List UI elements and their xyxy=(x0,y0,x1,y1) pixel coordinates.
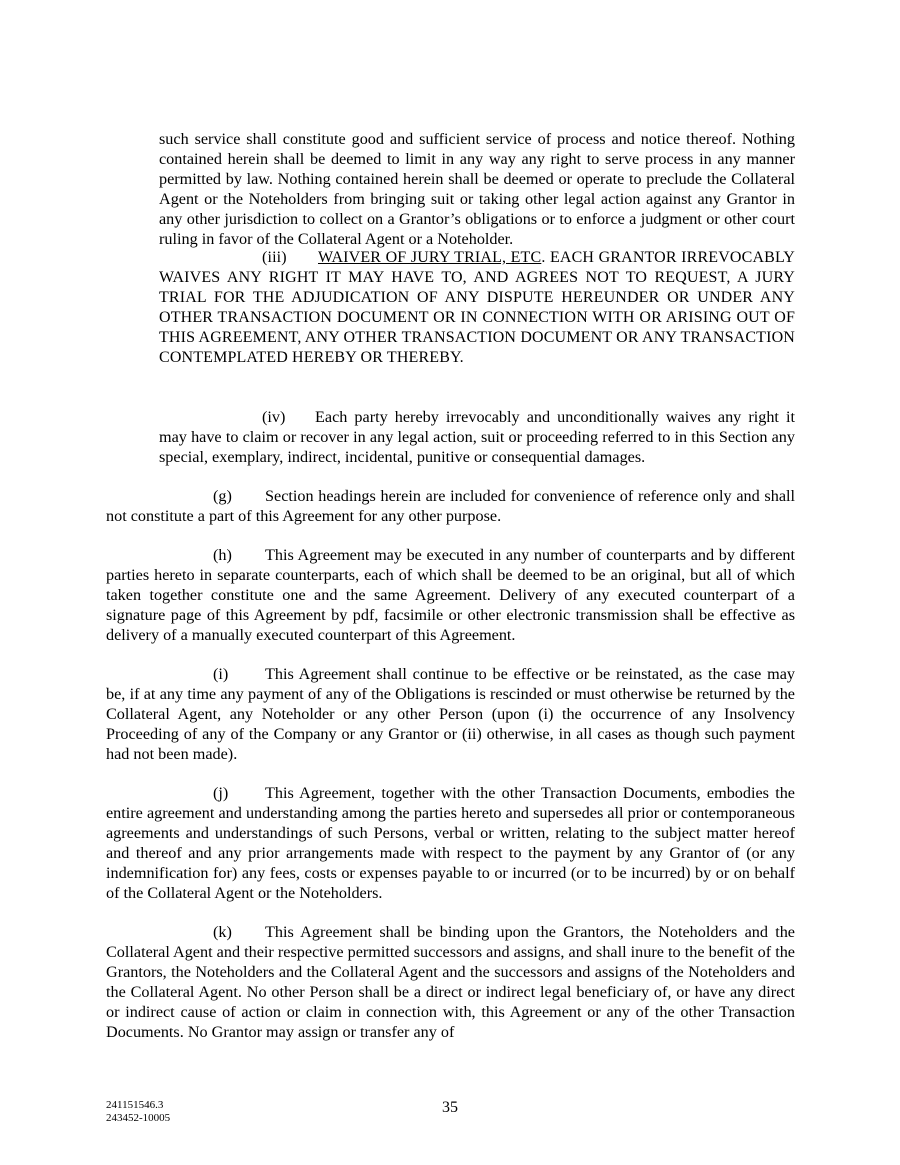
paragraph-i xyxy=(106,664,795,764)
paragraph-iii xyxy=(159,248,795,368)
paragraph-iv xyxy=(159,407,795,467)
paragraph-number: (iii) xyxy=(262,249,287,266)
matter-id: 243452-10005 xyxy=(106,1112,171,1124)
document-id: 241151546.3 xyxy=(106,1099,164,1111)
section-heading: WAIVER OF JURY TRIAL, ETC xyxy=(318,249,542,266)
paragraph-h xyxy=(106,545,795,645)
paragraph-text: This Agreement may be executed in any number of counterparts and by different parties hereto in separate counterparts, each of which shall be deemed to be an original, but all of which taken together constitute one and the same Agreement. Delivery of any executed counterpart of a signature page of this Agreement by pdf, facsimile or other electronic transmission shall be effective as delivery of a manually executed counterpart of this Agreement. xyxy=(106,546,795,644)
paragraph-number: (h) xyxy=(213,546,232,564)
paragraph-text: Section headings herein are included for convenience of reference only and shall not constitute a part of this Agreement for any other purpose. xyxy=(106,487,795,525)
paragraph-j xyxy=(106,783,795,903)
paragraph-number: (i) xyxy=(213,665,229,683)
paragraph-g xyxy=(106,486,795,526)
paragraph-k xyxy=(106,922,795,1042)
paragraph-number: (k) xyxy=(213,923,232,941)
paragraph-text: Each party hereby irrevocably and unconditionally waives any right it may have to claim or recover in any legal action, suit or proceeding referred to in this Section any special, exemplary, indirect, incidental, punitive or consequential damages. xyxy=(159,408,795,466)
paragraph-text: This Agreement shall be binding upon the Grantors, the Noteholders and the Collateral Agent and their respective permitted successors and assigns, and shall inure to the benefit of the Grantors, the Noteholders and the Collateral Agent and the successors and assigns of the Noteholders and the Collateral Agent. No other Person shall be a direct or indirect legal beneficiary of, or have any direct or indirect cause of action or claim in connection with, this Agreement or any of the other Transaction Documents. No Grantor may assign or transfer any of xyxy=(106,923,795,1041)
paragraph-text: . EACH GRANTOR IRREVOCABLY WAIVES ANY RIGHT IT MAY HAVE TO, AND AGREES NOT TO REQUEST, A JURY TRIAL FOR THE ADJUDICATION OF ANY DISPUTE HEREUNDER OR UNDER ANY OTHER TRANSACTION DOCUMENT OR IN CONNECTION WITH OR ARISING OUT OF THIS AGREEMENT, ANY OTHER TRANSACTION DOCUMENT OR ANY TRANSACTION CONTEMPLATED HEREBY OR THEREBY. xyxy=(159,249,795,366)
paragraph-text: This Agreement, together with the other Transaction Documents, embodies the entire agreement and understanding among the parties hereto and supersedes all prior or contemporaneous agreements and understandings of such Persons, verbal or written, relating to the subject matter hereof and thereof and any prior arrangements made with respect to the payment by any Grantor of (or any indemnification for) any fees, costs or expenses payable to or incurred (or to be incurred) by or on behalf of the Collateral Agent or the Noteholders. xyxy=(106,784,795,902)
page-number: 35 xyxy=(442,1099,458,1116)
paragraph-number: (g) xyxy=(213,487,232,505)
paragraph-continuation xyxy=(159,129,795,249)
paragraph-text: This Agreement shall continue to be effective or be reinstated, as the case may be, if at any time any payment of any of the Obligations is rescinded or must otherwise be returned by the Collateral Agent, any Noteholder or any other Person (upon (i) the occurrence of any Insolvency Proceeding of any of the Company or any Grantor or (ii) otherwise, in all cases as though such payment had not been made). xyxy=(106,665,795,763)
paragraph-number: (iv) xyxy=(262,408,286,426)
paragraph-text: such service shall constitute good and sufficient service of process and notice thereof. Nothing contained herein shall be deemed to limit in any way any right to serve process in any manner permitted by law. Nothing contained herein shall be deemed or operate to preclude the Collateral Agent or the Noteholders from bringing suit or taking other legal action against any Grantor in any other jurisdiction to collect on a Grantor’s obligations or to enforce a judgment or other court ruling in favor of the Collateral Agent or a Noteholder. xyxy=(159,130,795,248)
paragraph-number: (j) xyxy=(213,784,229,802)
